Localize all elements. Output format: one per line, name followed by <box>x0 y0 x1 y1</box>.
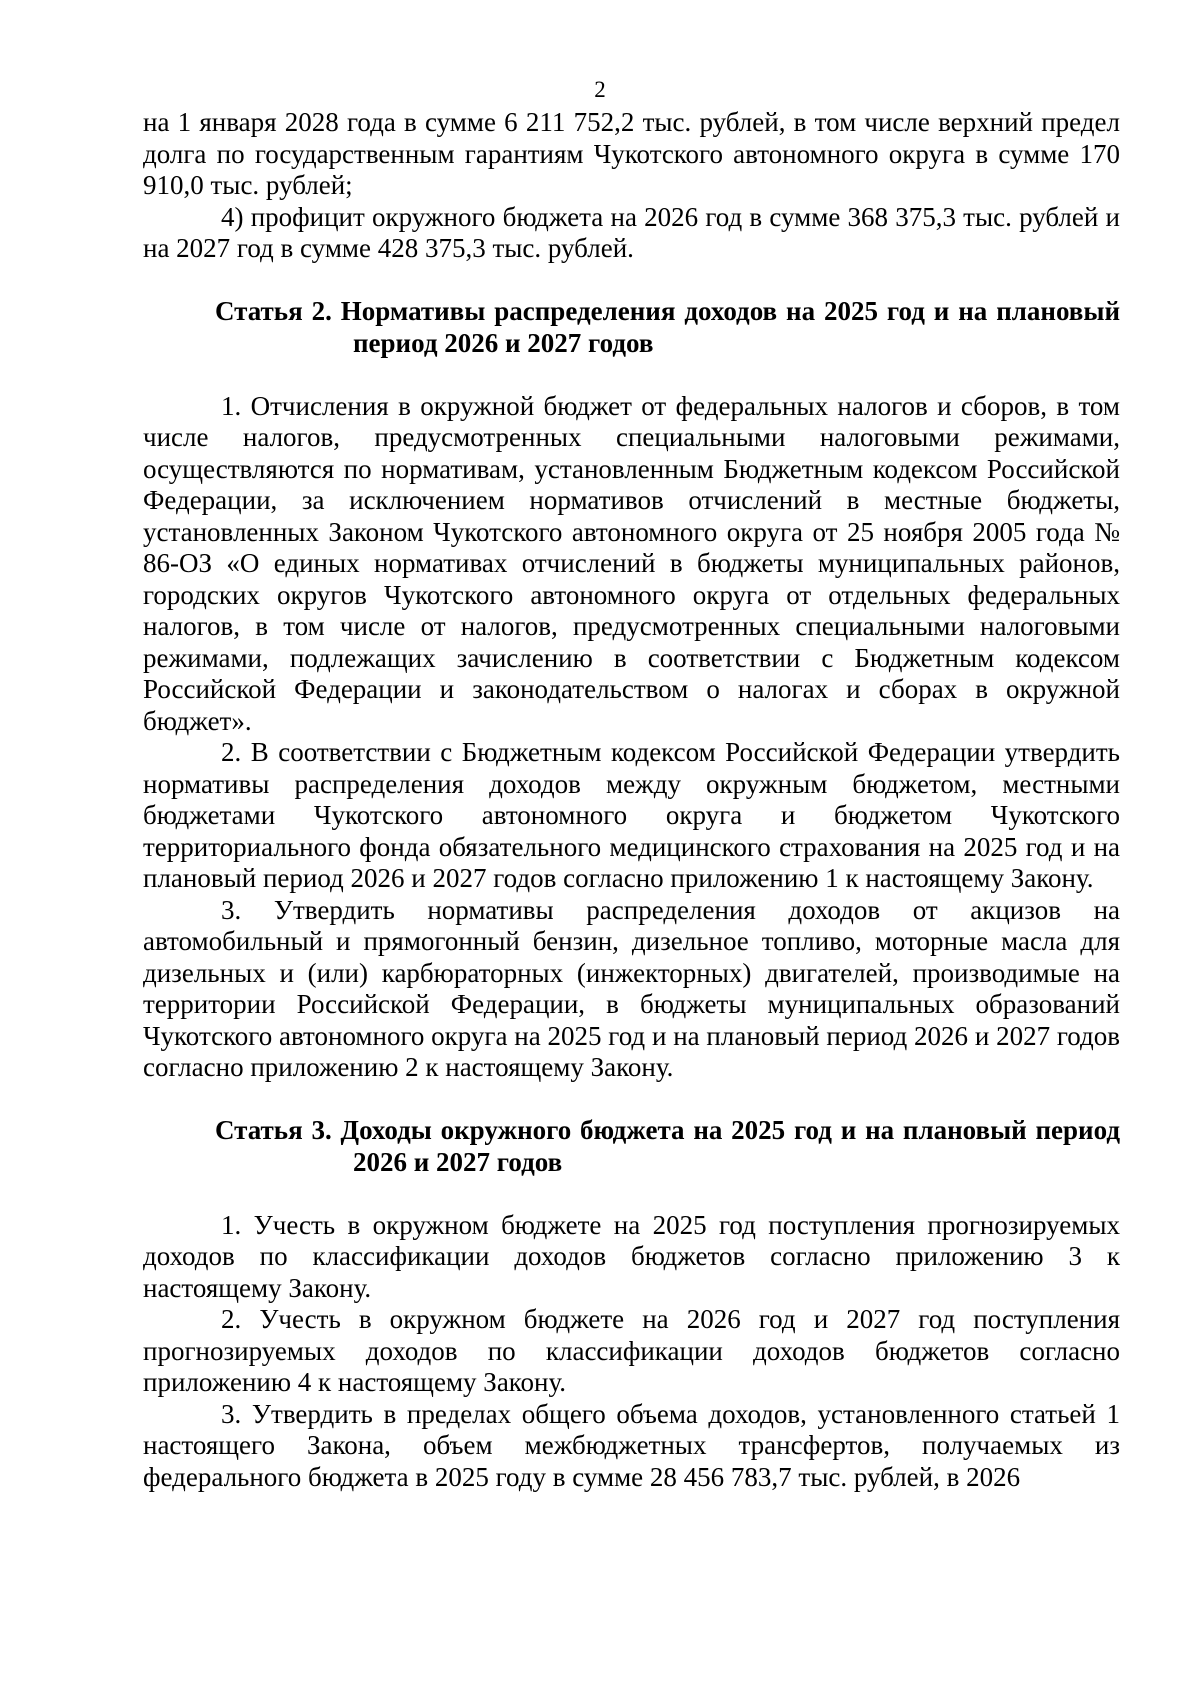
article-3-paragraph-3: 3. Утвердить в пределах общего объема доходов, установленного статьей 1 настоящего Закона, объем межбюджетных трансфертов, получаемых из федерального бюджета в 2025 году в сумме 28 456 783,7 тыс. рублей, в 2026 <box>143 1398 1120 1492</box>
spacer <box>143 1084 1120 1116</box>
article-2-paragraph-2: 2. В соответствии с Бюджетным кодексом Российской Федерации утвердить нормативы распределения доходов между окружным бюджетом, местными бюджетами Чукотского автономного округа и бюджетом Чукотского территориального фонда обязательного медицинского страхования на 2025 год и на плановый период 2026 и 2027 годов согласно приложению 1 к настоящему Закону. <box>143 737 1120 893</box>
article-3-heading: Статья 3. Доходы окружного бюджета на 2025 год и на плановый период 2026 и 2027 годов <box>215 1115 1120 1177</box>
spacer <box>143 265 1120 297</box>
page-number: 2 <box>594 77 606 102</box>
paragraph-debt-limit: на 1 января 2028 года в сумме 6 211 752,2 тыс. рублей, в том числе верхний предел долга по государственным гарантиям Чукотского автономного округа в сумме 170 910,0 тыс. рублей; <box>143 107 1120 200</box>
document-body <box>143 107 1120 1493</box>
article-3-paragraph-1: 1. Учесть в окружном бюджете на 2025 год поступления прогнозируемых доходов по классификации доходов бюджетов согласно приложению 3 к настоящему Закону. <box>143 1209 1120 1303</box>
spacer <box>143 359 1120 391</box>
article-2-heading: Статья 2. Нормативы распределения доходов на 2025 год и на плановый период 2026 и 2027 годов <box>215 296 1120 358</box>
article-3-paragraph-2: 2. Учесть в окружном бюджете на 2026 год и 2027 год поступления прогнозируемых доходов по классификации доходов бюджетов согласно приложению 4 к настоящему Закону. <box>143 1304 1120 1397</box>
article-2-paragraph-3: 3. Утвердить нормативы распределения доходов от акцизов на автомобильный и прямогонный бензин, дизельное топливо, моторные масла для дизельных и (или) карбюраторных (инжекторных) двигателей, производимые на территории Российской Федерации, в бюджеты муниципальных образований Чукотского автономного округа на 2025 год и на плановый период 2026 и 2027 годов согласно приложению 2 к настоящему Закону. <box>143 894 1120 1082</box>
article-2-paragraph-1: 1. Отчисления в окружной бюджет от федеральных налогов и сборов, в том числе налогов, предусмотренных специальными налоговыми режимами, осуществляются по нормативам, установленным Бюджетным кодексом Российской Федерации, за исключением нормативов отчислений в местные бюджеты, установленных Законом Чукотского автономного округа от 25 ноября 2005 года № 86-ОЗ «О единых нормативах отчислений в бюджеты муниципальных районов, городских округов Чукотского автономного округа от отдельных федеральных налогов, в том числе от налогов, предусмотренных специальными налоговыми режимами, подлежащих зачислению в соответствии с Бюджетным кодексом Российской Федерации и законодательством о налогах и сборах в окружной бюджет». <box>143 390 1120 736</box>
spacer <box>143 1178 1120 1210</box>
paragraph-surplus: 4) профицит окружного бюджета на 2026 год в сумме 368 375,3 тыс. рублей и на 2027 год в сумме 428 375,3 тыс. рублей. <box>143 201 1120 263</box>
